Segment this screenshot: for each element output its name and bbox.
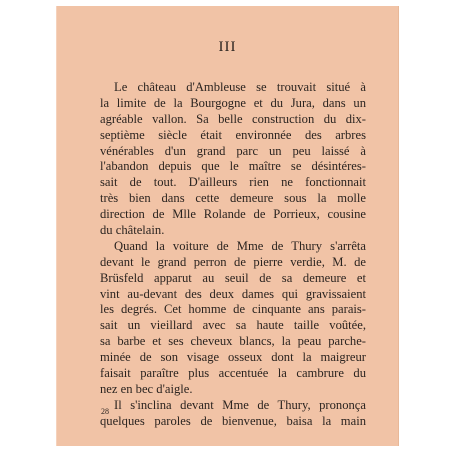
page-number: 28	[101, 407, 109, 416]
text-line: minée de son visage osseux dont la maigreur	[100, 350, 366, 365]
text-line: Quand la voiture de Mme de Thury s'arrêta	[114, 238, 366, 253]
text-line: vint au-devant des deux dames qui gravissaient	[100, 286, 366, 301]
text-line: vénérables d'un grand parc un peu laissé à	[100, 143, 366, 158]
text-line: Brüsfeld apparut au seuil de sa demeure et	[100, 270, 366, 285]
text-line: les degrés. Cet homme de cinquante ans parais-	[100, 302, 366, 317]
text-line: très bien dans cette demeure sous la molle	[100, 191, 366, 206]
book-page	[57, 6, 398, 446]
text-line: septième siècle était environnée des arbres	[100, 127, 366, 142]
text-line: sait de tout. D'ailleurs rien ne fonctionnait	[100, 175, 366, 190]
text-line: direction de Mlle Rolande de Porrieux, cousine	[100, 207, 366, 222]
text-line: quelques paroles de bienvenue, baisa la main	[100, 413, 366, 428]
chapter-number: III	[218, 39, 237, 55]
text-line: faisait paraître plus accentuée la cambrure du	[100, 366, 366, 381]
text-line: nez en bec d'aigle.	[100, 381, 193, 396]
text-line: Il s'inclina devant Mme de Thury, prononça	[114, 397, 366, 412]
text-line: Le château d'Ambleuse se trouvait situé à	[114, 80, 366, 94]
text-line: agréable vallon. Sa belle construction du dix-	[100, 111, 366, 126]
body-text	[100, 80, 366, 430]
text-line: la limite de la Bourgogne et du Jura, dans un	[100, 95, 366, 110]
text-line: sa barbe et ses cheveux blancs, la peau parche-	[100, 334, 366, 349]
text-line: l'abandon depuis que le maître se désintéres-	[100, 159, 366, 174]
text-line: sait un vieillard avec sa haute taille voûtée,	[100, 318, 366, 333]
text-line: du châtelain.	[100, 223, 165, 238]
text-line: devant le grand perron de pierre verdie, M. de	[100, 254, 366, 269]
